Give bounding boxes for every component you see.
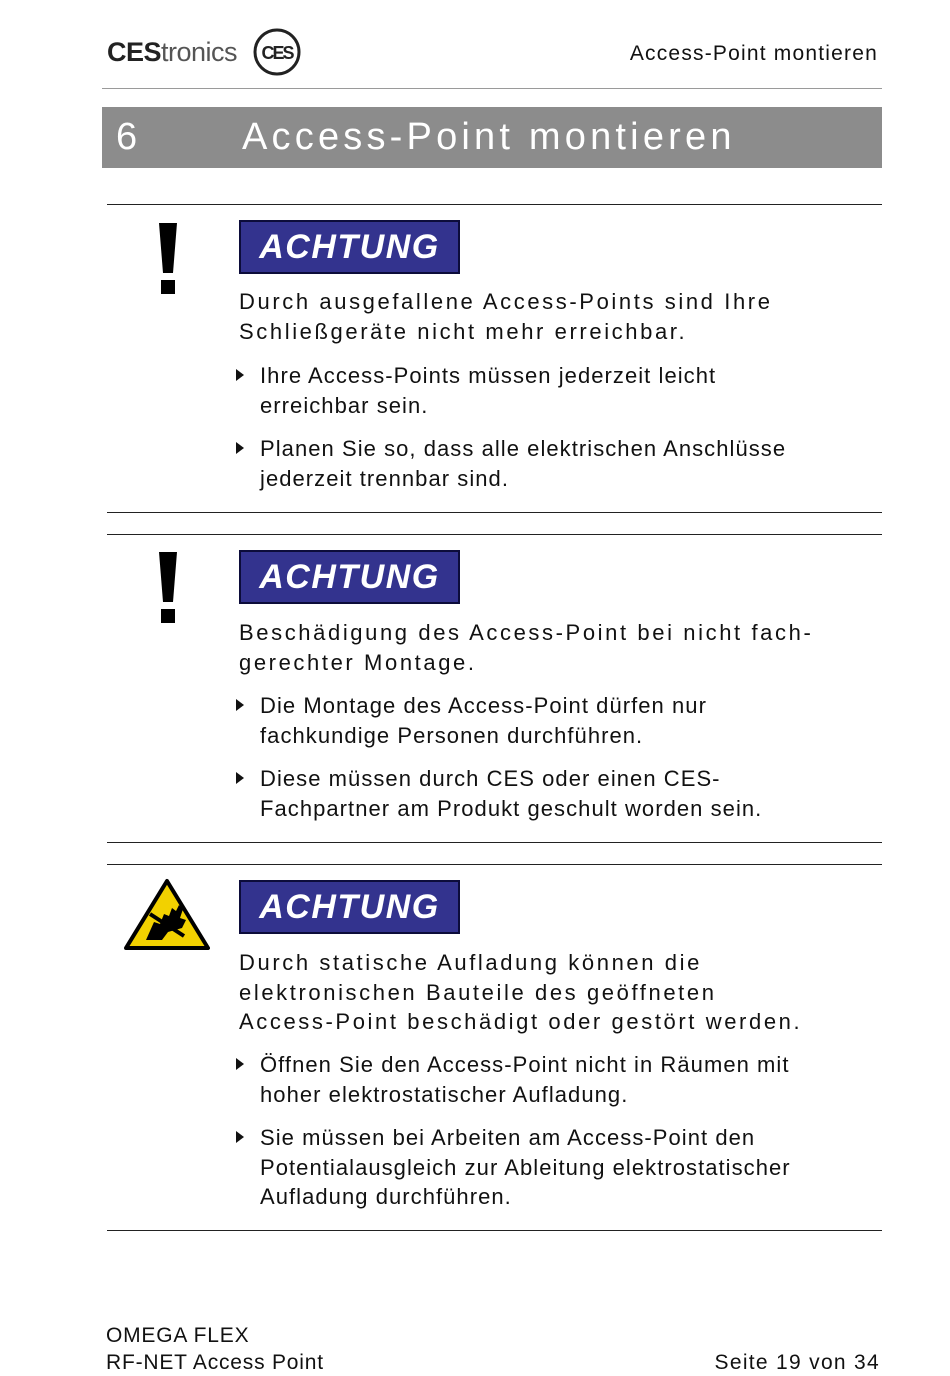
list-item: Planen Sie so, dass alle elektrischen Anschlüsse jederzeit trennbar sind. xyxy=(236,434,876,493)
section-divider xyxy=(107,1230,882,1231)
esd-warning-icon xyxy=(124,878,210,950)
list-item: Die Montage des Access-Point dürfen nur fachkundige Personen durchführen. xyxy=(236,691,876,750)
bullet-arrow-icon xyxy=(236,772,244,784)
exclamation-icon xyxy=(153,221,183,297)
list-item: Ihre Access-Points müssen jederzeit leicht erreichbar sein. xyxy=(236,361,876,420)
logo-wordmark: CEStronics xyxy=(107,36,238,67)
warning-lead-text: Durch statische Aufladung können die elektronischen Bauteile des geöffneten Access-Point beschädigt oder gestört werden. xyxy=(239,950,803,1034)
chapter-title: Access-Point montieren xyxy=(242,116,736,158)
bullet-arrow-icon xyxy=(236,369,244,381)
warning-badge: ACHTUNG xyxy=(239,220,460,274)
running-header-title: Access-Point montieren xyxy=(629,42,878,65)
warning-lead-text: Durch ausgefallene Access-Points sind Ihre Schließgeräte nicht mehr erreichbar. xyxy=(239,289,773,344)
bullet-arrow-icon xyxy=(236,442,244,454)
footer-product xyxy=(106,1322,324,1376)
warning-badge: ACHTUNG xyxy=(239,880,460,934)
bullet-arrow-icon xyxy=(236,1058,244,1070)
warning-badge: ACHTUNG xyxy=(239,550,460,604)
section-divider xyxy=(107,534,882,535)
ces-seal-icon xyxy=(253,28,301,76)
bullet-arrow-icon xyxy=(236,1131,244,1143)
exclamation-icon xyxy=(153,550,183,626)
section-divider xyxy=(107,864,882,865)
list-item: Sie müssen bei Arbeiten am Access-Point den Potentialausgleich zur Ableitung elektrostatischer Aufladung durchführen. xyxy=(236,1123,876,1212)
chapter-heading xyxy=(102,107,882,168)
section-divider xyxy=(107,204,882,205)
section-divider xyxy=(107,842,882,843)
bullet-arrow-icon xyxy=(236,699,244,711)
svg-text:CES: CES xyxy=(261,43,293,63)
warning-lead-text: Beschädigung des Access-Point bei nicht fach- gerechter Montage. xyxy=(239,620,814,675)
chapter-number: 6 xyxy=(116,116,142,158)
footer-product-model: RF-NET Access Point xyxy=(106,1351,324,1374)
footer-product-name: OMEGA FLEX xyxy=(106,1324,250,1347)
brand-logo xyxy=(107,28,301,76)
page-number: Seite 19 von 34 xyxy=(714,1351,880,1374)
section-divider xyxy=(107,512,882,513)
list-item: Diese müssen durch CES oder einen CES- Fachpartner am Produkt geschult worden sein. xyxy=(236,764,876,823)
header-divider xyxy=(102,88,882,89)
list-item: Öffnen Sie den Access-Point nicht in Räumen mit hoher elektrostatischer Aufladung. xyxy=(236,1050,876,1109)
